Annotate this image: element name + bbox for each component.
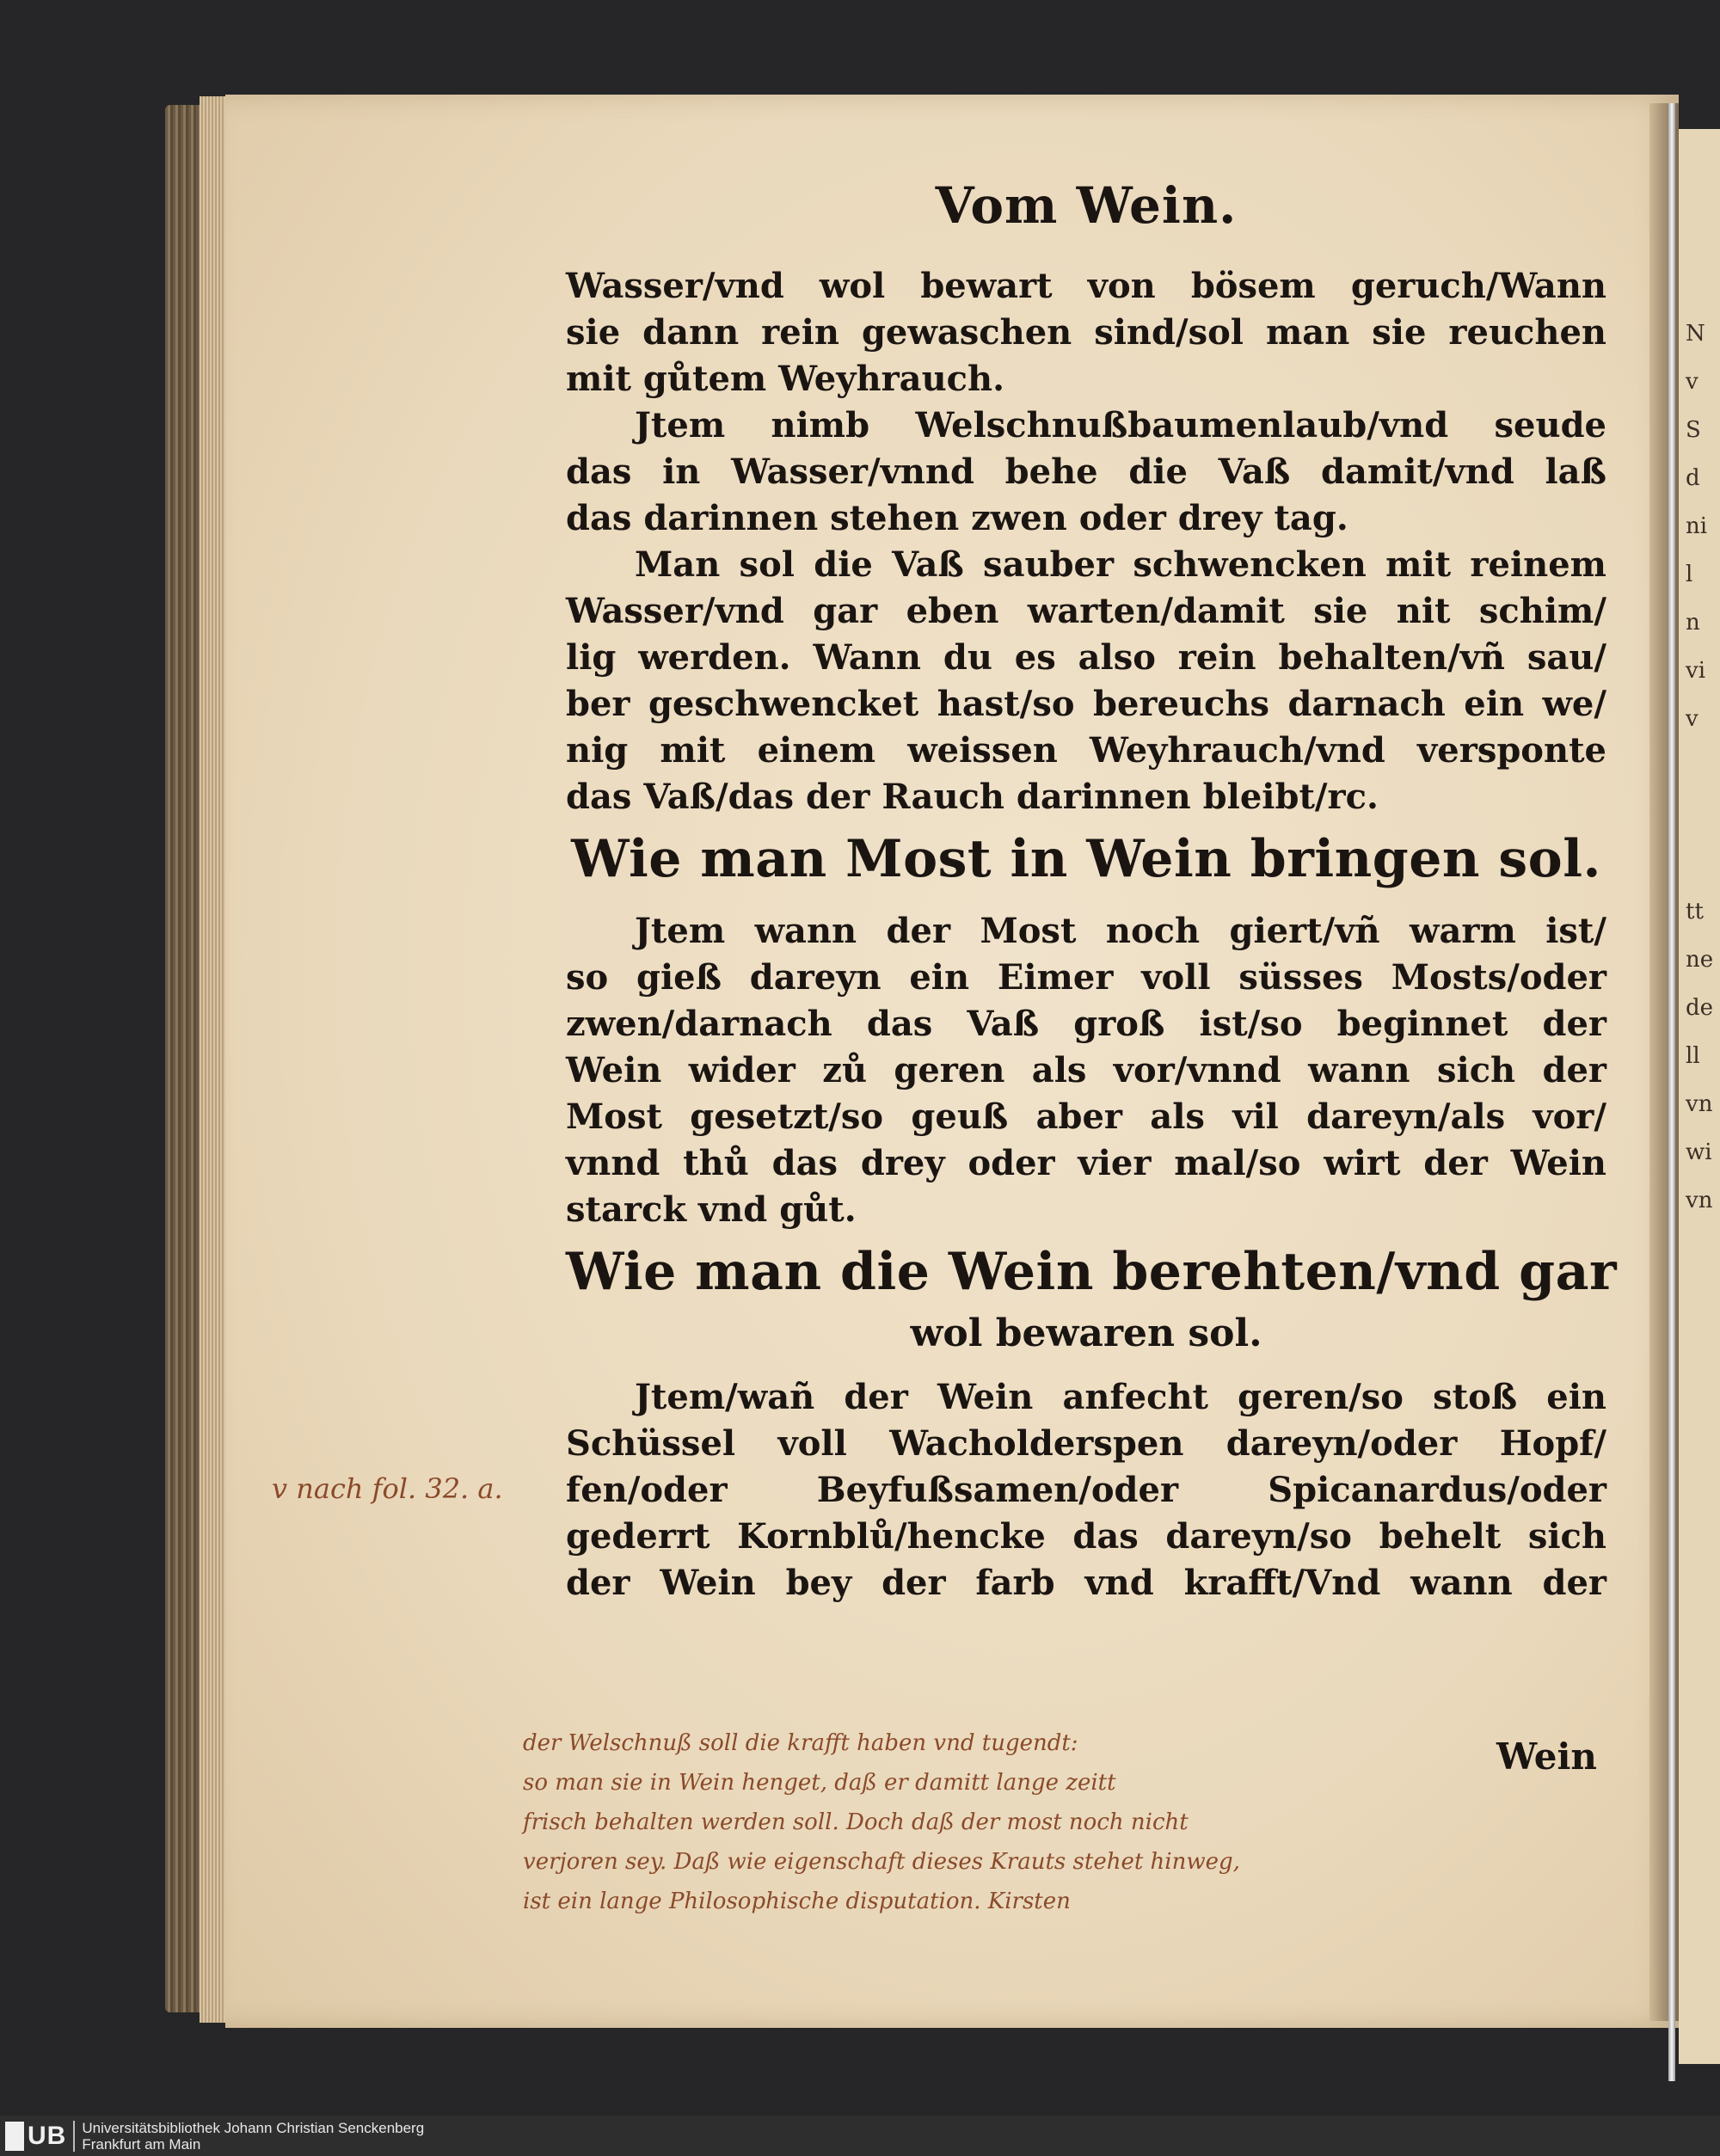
facing-page-fragment bbox=[1686, 743, 1717, 791]
text-line: so gieß dareyn ein Eimer voll süsses Mosts/oder bbox=[566, 957, 1606, 998]
facing-page-fragment bbox=[1686, 839, 1717, 888]
printed-text-block bbox=[566, 176, 1618, 1606]
text-line: Jtem wann der Most noch giert/vñ warm ist/ bbox=[635, 911, 1606, 951]
facing-page-fragment: n bbox=[1686, 610, 1700, 636]
facing-page-fragment: ni bbox=[1686, 513, 1708, 539]
institution-name bbox=[82, 2120, 424, 2153]
logo-divider bbox=[73, 2121, 75, 2152]
facing-page-fragment: de bbox=[1686, 995, 1714, 1021]
text-line: Jtem nimb Welschnußbaumenlaub/vnd seude bbox=[635, 405, 1606, 445]
text-line: Wasser/vnd wol bewart von bösem geruch/Wann bbox=[566, 266, 1606, 306]
facing-page-letters bbox=[1686, 310, 1717, 1225]
facing-page-fragment: tt bbox=[1686, 899, 1704, 924]
text-line: Wasser/vnd gar eben warten/damit sie nit schim/ bbox=[566, 591, 1606, 631]
text-line: Man sol die Vaß sauber schwencken mit reinem bbox=[635, 544, 1606, 585]
facing-page-fragment: S bbox=[1686, 417, 1701, 443]
facing-page-fragment: vi bbox=[1686, 658, 1706, 684]
facing-page-fragment bbox=[1686, 791, 1717, 839]
handwritten-line: ist ein lange Philosophische disputation. Kirsten bbox=[523, 1889, 1071, 1914]
catchword: Wein bbox=[1496, 1735, 1597, 1778]
text-line: Schüssel voll Wacholderspen dareyn/oder Hopf/ bbox=[566, 1423, 1606, 1464]
handwritten-line: der Welschnuß soll die krafft haben vnd tugendt: bbox=[523, 1730, 1078, 1756]
institution-line-1: Universitätsbibliothek Johann Christian Senckenberg bbox=[82, 2120, 425, 2136]
text-line: zwen/darnach das Vaß groß ist/so beginnet der bbox=[566, 1004, 1606, 1044]
section-heading: Wie man die Wein berehten/vnd gar bbox=[566, 1242, 1618, 1302]
text-line: das darinnen stehen zwen oder drey tag. bbox=[566, 498, 1348, 538]
footer-bar bbox=[0, 2116, 1720, 2156]
text-line: starck vnd gůt. bbox=[566, 1189, 857, 1230]
text-line: das in Wasser/vnnd behe die Vaß damit/vnd laß bbox=[566, 451, 1606, 492]
facing-page-fragment: d bbox=[1686, 465, 1700, 491]
handwritten-margin-note: v nach fol. 32. a. bbox=[272, 1472, 503, 1505]
ub-logo-text: UB bbox=[28, 2122, 67, 2150]
ub-logo[interactable] bbox=[5, 2121, 424, 2152]
running-head: Vom Wein. bbox=[935, 176, 1238, 235]
section-heading: Wie man Most in Wein bringen sol. bbox=[571, 829, 1601, 889]
text-line: das Vaß/das der Rauch darinnen bleibt/rc. bbox=[566, 777, 1379, 817]
facing-page-fragment: vn bbox=[1686, 1188, 1713, 1213]
text-line: sie dann rein gewaschen sind/sol man sie reuchen bbox=[566, 312, 1606, 353]
handwritten-line: verjoren sey. Daß wie eigenschaft dieses Krauts stehet hinweg, bbox=[523, 1849, 1240, 1875]
facing-page-fragment: v bbox=[1686, 369, 1698, 395]
text-line: Most gesetzt/so geuß aber als vil dareyn/als vor/ bbox=[566, 1096, 1606, 1137]
handwritten-line: so man sie in Wein henget, daß er damitt lange zeitt bbox=[523, 1770, 1116, 1796]
facing-page-fragment: l bbox=[1686, 562, 1693, 587]
text-line: vnnd thů das drey oder vier mal/so wirt der Wein bbox=[566, 1143, 1606, 1183]
facing-page-fragment: wi bbox=[1686, 1139, 1712, 1165]
text-line: mit gůtem Weyhrauch. bbox=[566, 359, 1005, 399]
text-line: lig werden. Wann du es also rein behalten/vñ sau/ bbox=[566, 637, 1606, 678]
text-line: ber geschwencket hast/so bereuchs darnach ein we/ bbox=[566, 684, 1606, 724]
facing-page-fragment: ne bbox=[1686, 947, 1714, 973]
facing-page-fragment: vn bbox=[1686, 1091, 1713, 1117]
facing-page-fragment: N bbox=[1686, 321, 1705, 347]
text-line: nig mit einem weissen Weyhrauch/vnd versponte bbox=[566, 730, 1606, 771]
ub-emblem-icon bbox=[5, 2122, 24, 2151]
handwritten-line: frisch behalten werden soll. Doch daß der most noch nicht bbox=[523, 1809, 1189, 1835]
handwritten-annotation bbox=[523, 1723, 1606, 1921]
facing-page-fragment: v bbox=[1686, 706, 1698, 732]
text-line: fen/oder Beyfußsamen/oder Spicanardus/oder bbox=[566, 1470, 1606, 1510]
text-line: der Wein bey der farb vnd krafft/Vnd wann der bbox=[566, 1563, 1606, 1603]
glass-clip-bar bbox=[1668, 103, 1675, 2081]
text-line: Jtem/wañ der Wein anfecht geren/so stoß ein bbox=[635, 1377, 1606, 1417]
facing-page-fragment: ll bbox=[1686, 1043, 1700, 1069]
text-line: gederrt Kornblů/hencke das dareyn/so behelt sich bbox=[566, 1516, 1606, 1557]
section-subheading: wol bewaren sol. bbox=[910, 1311, 1262, 1355]
page-stack bbox=[200, 96, 229, 2023]
text-line: Wein wider zů geren als vor/vnnd wann sich der bbox=[566, 1050, 1606, 1090]
institution-line-2: Frankfurt am Main bbox=[82, 2136, 201, 2153]
